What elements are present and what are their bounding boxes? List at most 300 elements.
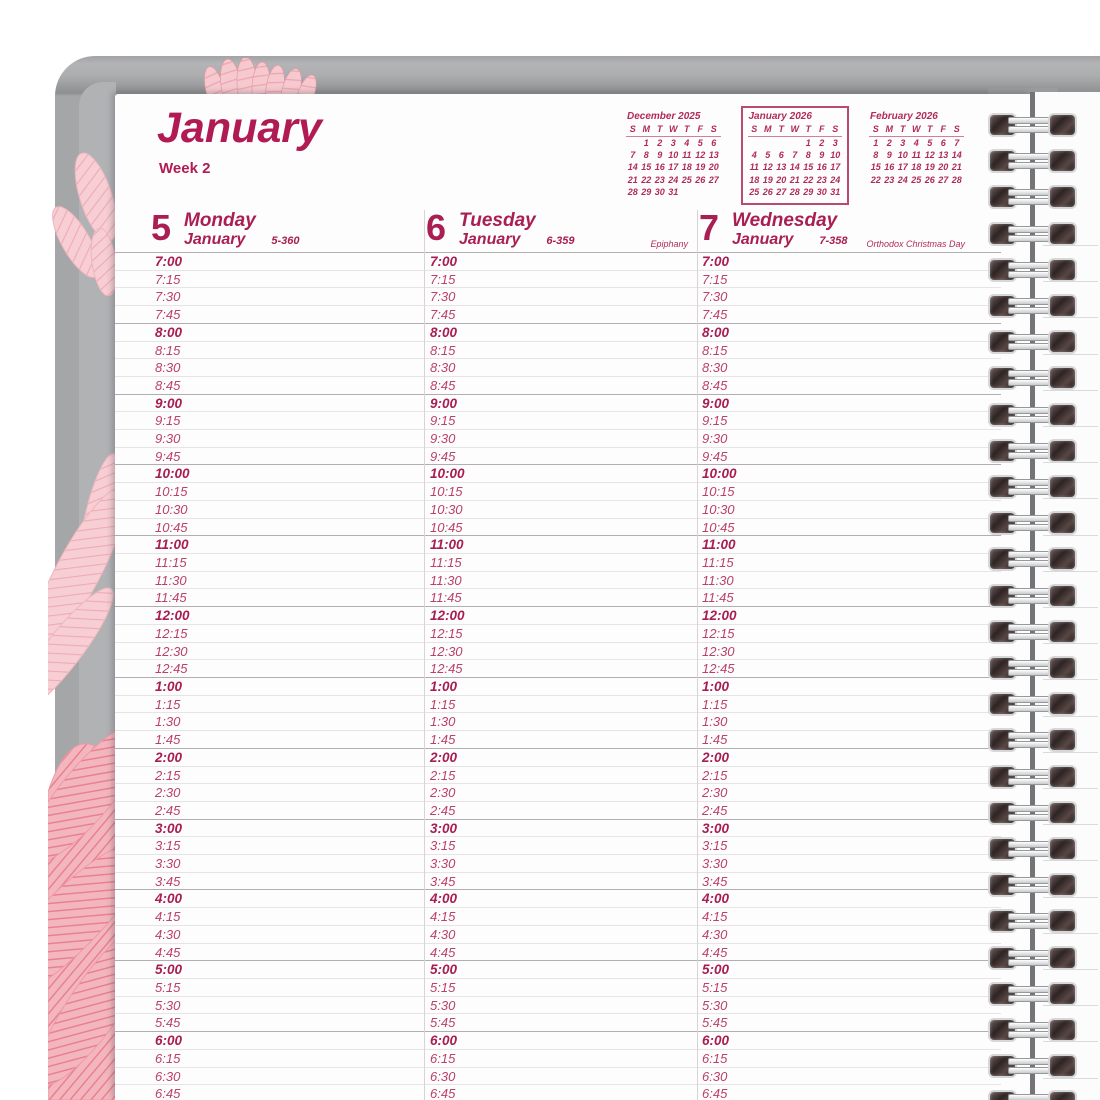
time-label: 2:15 <box>430 767 456 783</box>
mini-calendar-day: 11 <box>911 150 921 161</box>
time-label: 4:15 <box>702 909 728 925</box>
time-label: 10:00 <box>155 466 190 482</box>
mini-calendar-day: 7 <box>792 150 798 161</box>
mini-calendar-day: 26 <box>695 174 706 185</box>
mini-calendar-day: 26 <box>762 186 773 197</box>
mini-calendar-day: 12 <box>924 150 935 161</box>
time-slot-row <box>115 464 1001 483</box>
mini-calendar-day: 14 <box>627 162 638 173</box>
mini-calendar-day: 31 <box>830 186 841 197</box>
time-label: 8:30 <box>430 360 456 376</box>
day-month-label: January <box>459 231 521 248</box>
column-divider <box>424 210 425 1100</box>
mini-calendar-day: 19 <box>695 162 706 173</box>
time-label: 9:45 <box>155 448 181 464</box>
next-page-rule-line <box>1043 860 1098 861</box>
time-label: 1:30 <box>430 714 456 730</box>
spiral-binding-coil <box>988 367 1080 389</box>
mini-calendar-dow: F <box>937 123 951 137</box>
time-label: 10:45 <box>702 519 735 535</box>
time-label: 10:15 <box>155 484 188 500</box>
time-label: 5:45 <box>702 1015 728 1031</box>
time-slot-row <box>115 677 1001 696</box>
spiral-binding-coil <box>988 693 1080 715</box>
time-label: 4:15 <box>430 909 456 925</box>
time-label: 6:45 <box>702 1086 728 1100</box>
mini-calendar-day <box>694 186 708 198</box>
day-month-row <box>732 231 848 249</box>
time-slot-row <box>115 836 1001 855</box>
time-label: 3:45 <box>430 873 456 889</box>
mini-calendar-day: 17 <box>897 162 908 173</box>
next-page-rule-line <box>1043 462 1098 463</box>
mini-calendar-day: 2 <box>819 138 825 148</box>
time-label: 12:15 <box>155 625 188 641</box>
mini-calendar-day: 14 <box>789 162 800 173</box>
mini-calendar-day: 28 <box>627 186 638 197</box>
next-page-rule-line <box>1043 354 1098 355</box>
time-label: 9:30 <box>155 431 181 447</box>
time-label: 3:15 <box>430 838 456 854</box>
coil-hole-right <box>1050 839 1075 859</box>
time-label: 1:15 <box>430 696 456 712</box>
coil-hole-right <box>1050 1020 1075 1040</box>
time-slot-row <box>115 553 1001 572</box>
time-slot-row <box>115 535 1001 554</box>
time-label: 3:00 <box>702 820 730 836</box>
time-label: 11:45 <box>430 590 462 606</box>
mini-calendar-day: 15 <box>641 162 652 173</box>
spiral-binding-coil <box>988 259 1080 281</box>
mini-calendar-day: 12 <box>762 162 773 173</box>
spiral-binding-coil <box>988 223 1080 245</box>
time-label: 3:00 <box>430 820 458 836</box>
time-label: 3:30 <box>430 856 456 872</box>
time-label: 3:45 <box>155 873 181 889</box>
time-label: 7:45 <box>702 307 728 323</box>
time-slot-row <box>115 323 1001 342</box>
time-label: 6:30 <box>155 1068 181 1084</box>
mini-calendar-dow: T <box>896 123 910 137</box>
time-label: 3:15 <box>155 838 181 854</box>
mini-calendar-day: 13 <box>708 150 719 161</box>
coil-hole-right <box>1050 948 1075 968</box>
day-name-label: Monday <box>184 210 256 231</box>
mini-calendar-dow: S <box>748 123 762 137</box>
mini-calendar-day <box>775 137 789 150</box>
day-month-row <box>459 231 575 249</box>
time-label: 1:00 <box>702 678 730 694</box>
time-label: 2:30 <box>155 785 181 801</box>
mini-calendar-day: 3 <box>832 138 838 148</box>
spiral-binding-coil <box>988 802 1080 824</box>
mini-calendar-day: 12 <box>695 150 706 161</box>
time-label: 4:45 <box>430 944 456 960</box>
time-label: 3:30 <box>702 856 728 872</box>
time-label: 11:30 <box>430 572 462 588</box>
time-label: 5:00 <box>155 962 183 978</box>
mini-calendar-day: 8 <box>643 150 649 161</box>
coil-hole-right <box>1050 224 1075 244</box>
time-slot-row <box>115 341 1001 360</box>
coil-hole-right <box>1050 115 1075 135</box>
time-label: 4:00 <box>430 891 458 907</box>
mini-calendar-day: 23 <box>654 174 665 185</box>
mini-calendar-dow: T <box>802 123 816 137</box>
time-label: 9:15 <box>702 413 728 429</box>
time-slot-row <box>115 1084 1001 1100</box>
mini-calendar-day: 16 <box>654 162 665 173</box>
mini-calendar-day: 15 <box>803 162 814 173</box>
mini-calendar-title: February 2026 <box>870 111 938 122</box>
time-label: 5:15 <box>702 980 728 996</box>
time-label: 12:30 <box>702 643 735 659</box>
mini-calendar-day: 7 <box>954 138 960 148</box>
time-label: 11:00 <box>430 537 464 553</box>
mini-calendar-day: 20 <box>938 162 949 173</box>
mini-calendar-day: 24 <box>668 174 679 185</box>
time-slot-row <box>115 411 1001 430</box>
time-label: 8:30 <box>702 360 728 376</box>
mini-calendar-day: 31 <box>668 186 679 197</box>
time-label: 5:30 <box>430 997 456 1013</box>
time-slot-row <box>115 305 1001 324</box>
time-label: 9:30 <box>702 431 728 447</box>
mini-calendar-day: 9 <box>886 150 892 161</box>
time-label: 1:45 <box>702 732 728 748</box>
time-label: 9:45 <box>702 448 728 464</box>
spiral-binding-coil <box>988 729 1080 751</box>
time-label: 4:30 <box>430 926 456 942</box>
next-page-rule-line <box>1043 426 1098 427</box>
mini-calendar-day: 28 <box>789 186 800 197</box>
time-label: 6:30 <box>702 1068 728 1084</box>
time-label: 2:45 <box>702 802 728 818</box>
mini-calendar-day: 24 <box>897 174 908 185</box>
time-label: 6:30 <box>430 1068 456 1084</box>
time-label: 3:15 <box>702 838 728 854</box>
time-slot-row <box>115 588 1001 607</box>
coil-hole-right <box>1050 911 1075 931</box>
time-slot-row <box>115 1013 1001 1032</box>
time-label: 11:30 <box>155 572 187 588</box>
mini-calendar-day: 30 <box>816 186 827 197</box>
mini-calendar-day: 7 <box>630 150 636 161</box>
time-slot-row <box>115 1049 1001 1068</box>
mini-calendar-day: 22 <box>641 174 652 185</box>
mini-calendar-day: 15 <box>870 162 881 173</box>
spiral-binding-coil <box>988 910 1080 932</box>
time-label: 1:30 <box>702 714 728 730</box>
time-slot-row <box>115 766 1001 785</box>
mini-calendar-day: 21 <box>951 162 962 173</box>
time-label: 7:15 <box>702 271 728 287</box>
time-label: 5:00 <box>430 962 458 978</box>
week-label: Week 2 <box>159 160 211 177</box>
mini-calendar-day: 3 <box>900 138 906 148</box>
time-label: 11:00 <box>155 537 189 553</box>
coil-hole-right <box>1050 803 1075 823</box>
time-label: 7:15 <box>155 271 181 287</box>
day-of-year-code: 7-358 <box>819 235 848 247</box>
day-month-label: January <box>184 231 246 248</box>
next-page-rule-line <box>1043 390 1098 391</box>
coil-hole-right <box>1050 1092 1075 1100</box>
spiral-binding-coil <box>988 476 1080 498</box>
mini-calendar-day: 8 <box>873 150 879 161</box>
mini-calendar-dow: T <box>775 123 789 137</box>
spiral-binding-coil <box>988 150 1080 172</box>
mini-calendar-dow: F <box>815 123 829 137</box>
day-texts <box>184 210 300 249</box>
time-label: 2:30 <box>430 785 456 801</box>
time-label: 10:30 <box>430 501 463 517</box>
next-page-rule-line <box>1043 498 1098 499</box>
time-slot-row <box>115 819 1001 838</box>
holiday-label: Epiphany <box>650 239 688 249</box>
time-label: 12:00 <box>155 608 190 624</box>
page-title: January <box>157 104 322 152</box>
coil-hole-right <box>1050 405 1075 425</box>
time-label: 12:15 <box>702 625 735 641</box>
mini-calendar-day: 1 <box>805 138 811 148</box>
mini-calendar-day: 13 <box>938 150 949 161</box>
time-label: 8:00 <box>702 324 730 340</box>
mini-calendar-day: 3 <box>670 138 676 148</box>
mini-calendar-day: 21 <box>627 174 638 185</box>
spiral-binding-coil <box>988 1055 1080 1077</box>
coil-hole-right <box>1050 984 1075 1004</box>
mini-calendar-day: 19 <box>924 162 935 173</box>
mini-calendar-day: 9 <box>819 150 825 161</box>
spiral-binding-coil <box>988 874 1080 896</box>
time-label: 9:00 <box>702 395 730 411</box>
mini-calendar-day: 16 <box>816 162 827 173</box>
time-label: 8:15 <box>430 342 456 358</box>
time-label: 12:45 <box>430 661 463 677</box>
spiral-binding-coil <box>988 585 1080 607</box>
time-slot-row <box>115 358 1001 377</box>
time-slot-row <box>115 872 1001 891</box>
time-slot-row <box>115 783 1001 802</box>
time-label: 6:15 <box>430 1050 456 1066</box>
mini-calendar-day: 10 <box>897 150 908 161</box>
time-label: 7:30 <box>155 289 181 305</box>
mini-calendar-day: 13 <box>776 162 787 173</box>
time-label: 2:15 <box>155 767 181 783</box>
coil-hole-right <box>1050 622 1075 642</box>
next-page-rule-line <box>1043 607 1098 608</box>
mini-calendar-day <box>707 186 721 198</box>
mini-calendar-day: 20 <box>776 174 787 185</box>
time-label: 6:15 <box>155 1050 181 1066</box>
day-texts <box>732 210 848 249</box>
mini-calendar-day: 17 <box>668 162 679 173</box>
coil-hole-right <box>1050 368 1075 388</box>
mini-calendar-day: 30 <box>654 186 665 197</box>
time-label: 9:45 <box>430 448 456 464</box>
flower-illustration-left <box>48 92 116 1100</box>
time-slot-row <box>115 730 1001 749</box>
spiral-binding-coil <box>988 440 1080 462</box>
time-slot-row <box>115 518 1001 537</box>
day-name-label: Tuesday <box>459 210 536 231</box>
mini-calendar-day: 19 <box>762 174 773 185</box>
mini-calendar-day: 27 <box>938 174 949 185</box>
time-label: 5:00 <box>702 962 730 978</box>
spiral-binding-coil <box>988 114 1080 136</box>
time-label: 4:45 <box>702 944 728 960</box>
time-slot-row <box>115 624 1001 643</box>
time-label: 2:45 <box>430 802 456 818</box>
coil-hole-right <box>1050 513 1075 533</box>
time-label: 5:30 <box>702 997 728 1013</box>
mini-calendar-day: 24 <box>830 174 841 185</box>
next-page-rule-line <box>1043 245 1098 246</box>
mini-calendar-day: 18 <box>681 162 692 173</box>
mini-calendar-day: 4 <box>684 138 690 148</box>
mini-calendar-dow: W <box>788 123 802 137</box>
spiral-binding-coil <box>988 1019 1080 1041</box>
time-label: 5:45 <box>430 1015 456 1031</box>
mini-calendar-day: 27 <box>708 174 719 185</box>
day-of-year-code: 6-359 <box>546 235 575 247</box>
mini-calendar-day <box>748 137 762 150</box>
mini-calendar-day: 6 <box>940 138 946 148</box>
time-label: 5:45 <box>155 1015 181 1031</box>
coil-hole-right <box>1050 730 1075 750</box>
next-page-rule-line <box>1043 788 1098 789</box>
time-label: 4:15 <box>155 909 181 925</box>
time-slot-row <box>115 376 1001 395</box>
time-slot-row <box>115 801 1001 820</box>
spiral-binding-coil <box>988 295 1080 317</box>
next-page-rule-line <box>1043 1005 1098 1006</box>
next-page-rule-line <box>1043 1041 1098 1042</box>
next-page-rule-line <box>1043 643 1098 644</box>
next-page-rule-line <box>1043 317 1098 318</box>
column-divider <box>697 210 698 1100</box>
mini-calendar-dow: F <box>694 123 708 137</box>
day-month-row <box>184 231 300 249</box>
spiral-binding-coil <box>988 512 1080 534</box>
time-label: 1:00 <box>430 678 458 694</box>
coil-hole-right <box>1050 260 1075 280</box>
mini-calendar-day <box>761 137 775 150</box>
time-label: 6:15 <box>702 1050 728 1066</box>
mini-calendar-dow: W <box>667 123 681 137</box>
next-page-rule-line <box>1043 824 1098 825</box>
mini-calendar-day: 8 <box>805 150 811 161</box>
time-label: 9:15 <box>155 413 181 429</box>
mini-calendar-day: 5 <box>697 138 703 148</box>
mini-calendars <box>619 106 971 205</box>
mini-calendar-dow: T <box>923 123 937 137</box>
mini-calendar-dow: M <box>761 123 775 137</box>
mini-calendar-day: 5 <box>927 138 933 148</box>
time-label: 10:45 <box>155 519 188 535</box>
coil-hole-right <box>1050 875 1075 895</box>
time-label: 1:45 <box>430 732 456 748</box>
mini-calendar-day: 4 <box>913 138 919 148</box>
time-label: 2:30 <box>702 785 728 801</box>
spiral-binding-coil <box>988 548 1080 570</box>
mini-calendar-title: January 2026 <box>748 111 812 122</box>
time-slot-row <box>115 500 1001 519</box>
mini-calendar <box>741 106 850 205</box>
time-label: 12:45 <box>702 661 735 677</box>
time-label: 8:00 <box>430 324 458 340</box>
time-label: 8:30 <box>155 360 181 376</box>
time-label: 11:15 <box>155 555 187 571</box>
time-label: 8:45 <box>155 377 181 393</box>
spiral-binding-coil <box>988 404 1080 426</box>
mini-calendar-day: 6 <box>778 150 784 161</box>
mini-calendar-day: 14 <box>951 150 962 161</box>
time-slot-row <box>115 1031 1001 1050</box>
mini-calendar-day: 11 <box>749 162 759 173</box>
time-label: 7:30 <box>702 289 728 305</box>
time-label: 7:15 <box>430 271 456 287</box>
time-label: 7:45 <box>430 307 456 323</box>
time-slot-row <box>115 447 1001 466</box>
time-label: 10:15 <box>430 484 463 500</box>
time-label: 11:30 <box>702 572 734 588</box>
time-label: 10:00 <box>702 466 737 482</box>
time-slot-row <box>115 394 1001 413</box>
coil-hole-right <box>1050 658 1075 678</box>
mini-calendar-day: 11 <box>682 150 692 161</box>
mini-calendar <box>619 106 728 205</box>
planner-page <box>115 94 1032 1100</box>
time-label: 12:00 <box>702 608 737 624</box>
mini-calendar-day: 2 <box>657 138 663 148</box>
mini-calendar-day <box>788 137 802 150</box>
time-label: 11:45 <box>155 590 187 606</box>
spiral-binding-coil <box>988 983 1080 1005</box>
time-label: 1:15 <box>155 696 181 712</box>
time-label: 10:30 <box>702 501 735 517</box>
time-label: 3:45 <box>702 873 728 889</box>
time-label: 11:15 <box>702 555 734 571</box>
time-label: 2:00 <box>702 749 730 765</box>
mini-calendar-day: 29 <box>641 186 652 197</box>
day-header <box>699 207 971 252</box>
mini-calendar-day: 27 <box>776 186 787 197</box>
mini-calendar-day: 18 <box>749 174 760 185</box>
mini-calendar-day: 10 <box>668 150 679 161</box>
mini-calendar-day: 9 <box>657 150 663 161</box>
mini-calendar-day: 29 <box>803 186 814 197</box>
mini-calendar-day: 22 <box>803 174 814 185</box>
spiral-binding-coil <box>988 186 1080 208</box>
time-slot-row <box>115 695 1001 714</box>
time-label: 2:15 <box>702 767 728 783</box>
time-label: 2:00 <box>430 749 458 765</box>
time-label: 5:30 <box>155 997 181 1013</box>
time-label: 9:00 <box>155 395 183 411</box>
coil-hole-right <box>1050 586 1075 606</box>
time-slot-row <box>115 482 1001 501</box>
time-slot-row <box>115 889 1001 908</box>
holiday-label: Orthodox Christmas Day <box>866 239 965 249</box>
mini-calendar-day: 21 <box>789 174 800 185</box>
time-label: 7:45 <box>155 307 181 323</box>
time-label: 8:00 <box>155 324 183 340</box>
mini-calendar-day: 17 <box>830 162 841 173</box>
time-label: 4:00 <box>702 891 730 907</box>
time-label: 1:45 <box>155 732 181 748</box>
